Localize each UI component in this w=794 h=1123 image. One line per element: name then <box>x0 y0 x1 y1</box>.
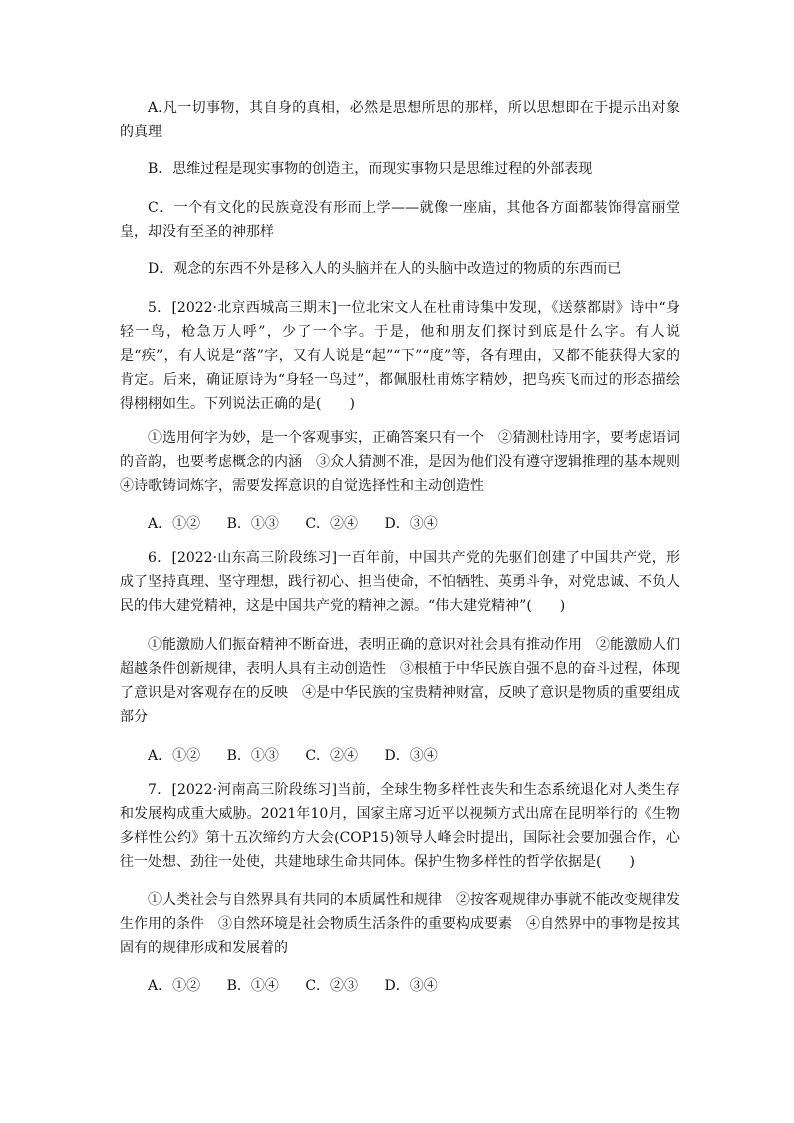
question-5-option-d: D．③④ <box>384 516 438 532</box>
question-6-statements: ①能激励人们振奋精神不断奋进，表明正确的意识对社会具有推动作用 ②能激励人们超越条件创新规律，表明人具有主动创造性 ③根植于中华民族自强不息的奋斗过程，体现了意识是对客观存在的反映 ④是中华民族的宝贵精神财富，反映了意识是物质的重要组成部分 <box>120 637 680 725</box>
question-6-option-d: D．③④ <box>384 748 438 764</box>
question-5-option-b: B．①③ <box>226 516 279 532</box>
question-7-option-c: C．②③ <box>305 978 359 994</box>
option-a-text: A.凡一切事物，其自身的真相，必然是思想所思的那样，所以思想即在于提示出对象的真理 <box>120 100 680 140</box>
question-7-option-b: B．①④ <box>226 978 279 994</box>
question-5-stem: 5．[2022·北京西城高三期末]一位北宋文人在杜甫诗集中发现，《送蔡都尉》诗中“身轻一鸟，枪急万人呼”，少了一个字。于是，他和朋友们探讨到底是什么字。有人说是“疾”，有人说是“落”字，又有人说是“起”“下”“度”等，各有理由，又都不能获得大家的肯定。后来，确证原诗为“身轻一鸟过”，都佩服杜甫炼字精妙，把鸟疾飞而过的形态描绘得栩栩如生。下列说法正确的是( ) <box>120 300 680 412</box>
option-c-text: C．一个有文化的民族竟没有形而上学——就像一座庙，其他各方面都装饰得富丽堂皇，却没有至圣的神那样 <box>120 200 680 240</box>
question-7-option-a: A．①② <box>148 978 201 994</box>
question-6-option-c: C．②④ <box>305 748 359 764</box>
question-7-stem: 7．[2022·河南高三阶段练习]当前，全球生物多样性丧失和生态系统退化对人类生存和发展构成重大威胁。2021年10月，国家主席习近平以视频方式出席在昆明举行的《生物多样性公约》第十五次缔约方大会(COP15)领导人峰会时提出，国际社会要加强合作，心往一处想、劲往一处使，共建地球生命共同体。保护生物多样性的哲学依据是( ) <box>120 782 680 870</box>
option-d-text: D．观念的东西不外是移入人的头脑并在人的头脑中改造过的物质的东西而已 <box>148 261 622 277</box>
question-5-option-c: C．②④ <box>305 516 359 532</box>
question-7-option-d: D．③④ <box>384 978 438 994</box>
option-b-text: B．思维过程是现实事物的创造主，而现实事物只是思维过程的外部表现 <box>148 161 593 177</box>
question-5-statements: ①选用何字为妙，是一个客观事实，正确答案只有一个 ②猜测杜诗用字，要考虑语词的音韵，也要考虑概念的内涵 ③众人猜测不准，是因为他们没有遵守逻辑推理的基本规则 ④诗歌铸词炼字，需要发挥意识的自觉选择性和主动创造性 <box>120 430 694 494</box>
question-6-option-a: A．①② <box>148 748 201 764</box>
question-5-option-a: A．①② <box>148 516 201 532</box>
question-6-options <box>148 744 688 768</box>
question-6-option-b: B．①③ <box>226 748 279 764</box>
question-5-options <box>148 512 688 536</box>
question-7-options <box>148 974 688 998</box>
question-6-stem: 6．[2022·山东高三阶段练习]一百年前，中国共产党的先驱们创建了中国共产党，形成了坚持真理、坚守理想，践行初心、担当使命，不怕牺牲、英勇斗争，对党忠诚、不负人民的伟大建党精神，这是中国共产党的精神之源。“伟大建党精神”( ) <box>120 550 680 614</box>
question-7-statements: ①人类社会与自然界具有共同的本质属性和规律 ②按客观规律办事就不能改变规律发生作用的条件 ③自然环境是社会物质生活条件的重要构成要素 ④自然界中的事物是按其固有的规律形成和发展着的 <box>120 892 680 956</box>
